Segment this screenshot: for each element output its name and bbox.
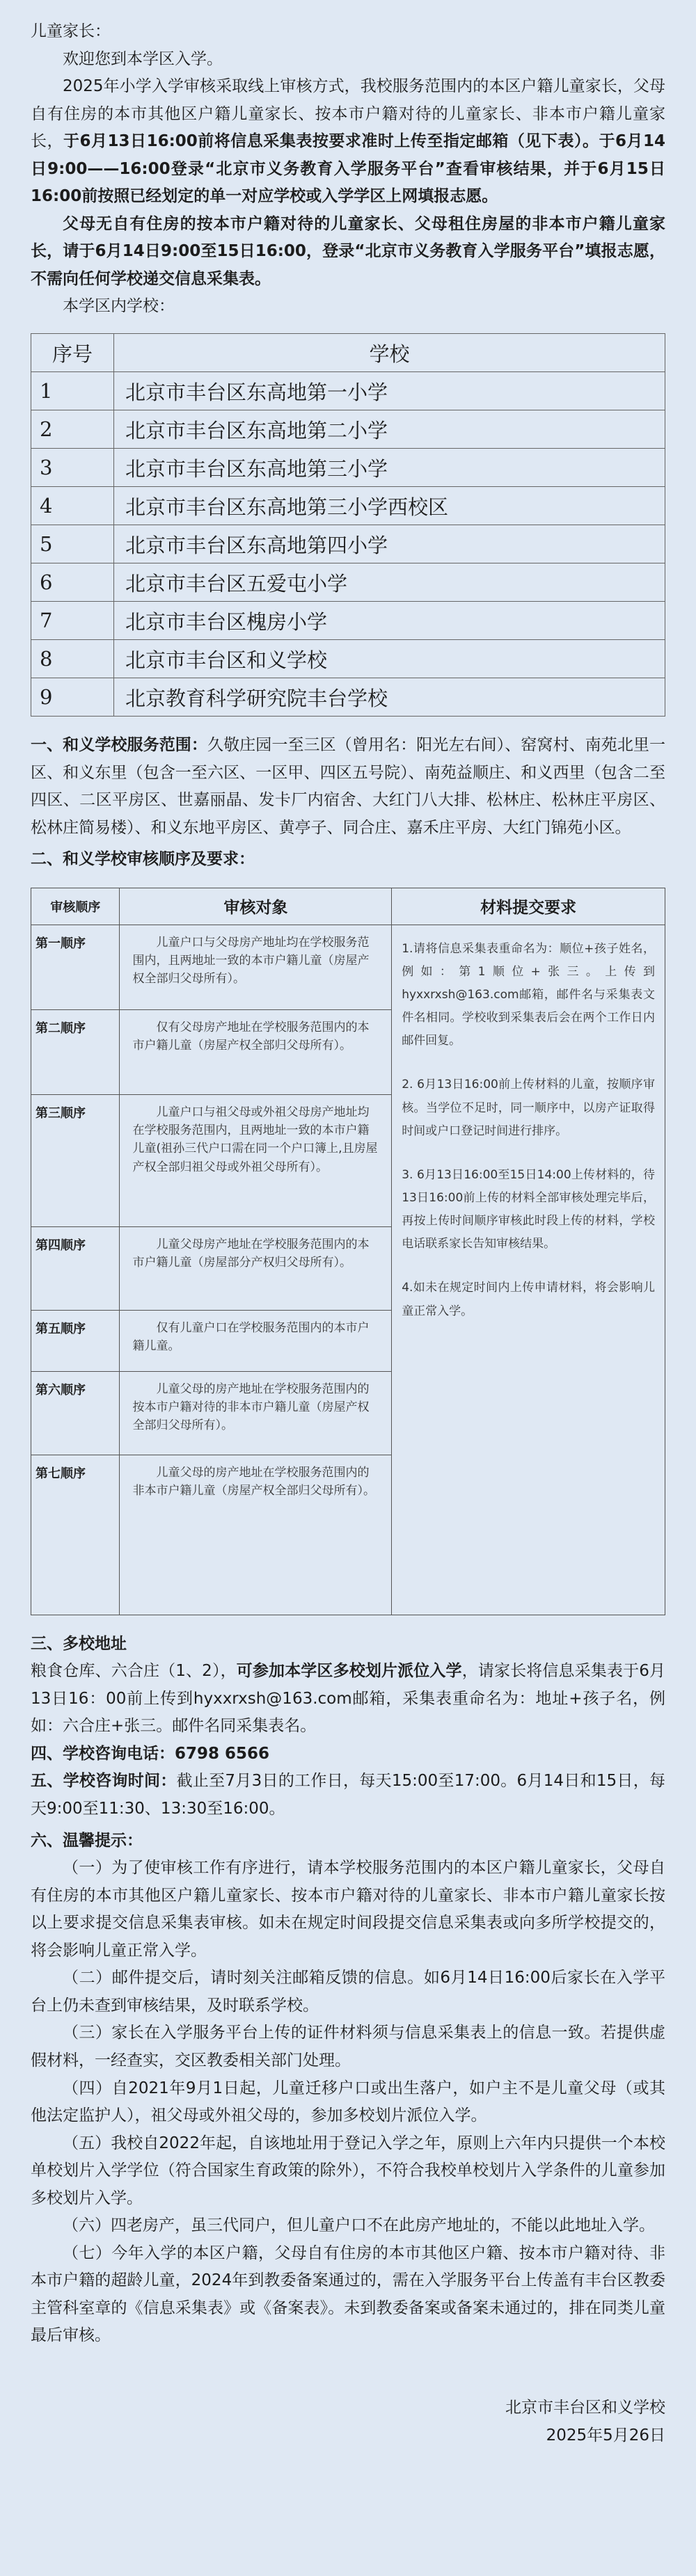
- row-no: 3: [31, 449, 114, 487]
- section-3-text: [31, 1658, 665, 1741]
- tip-item: （三）家长在入学服务平台上传的证件材料须与信息采集表上的信息一致。若提供虚假材料，一经查实，交区教委相关部门处理。: [31, 2024, 665, 2070]
- row-school: 北京市丰台区槐房小学: [114, 602, 665, 640]
- header-school: 学校: [114, 334, 665, 372]
- row-school: 北京市丰台区东高地第四小学: [114, 525, 665, 563]
- schools-intro: 本学区内学校：: [63, 297, 175, 316]
- audit-order: 第六顺序: [31, 1371, 120, 1455]
- material-item: 4.如未在规定时间内上传申请材料，将会影响儿童正常入学。: [402, 1281, 655, 1318]
- school-list-table: [31, 333, 665, 717]
- row-no: 7: [31, 602, 114, 640]
- tip-item: （四）自2021年9月1日起，儿童迁移户口或出生落户，如户主不是儿童父母（或其他法定监护人），祖父母或外祖父母的，参加多校划片派位入学。: [31, 2079, 665, 2125]
- material-requirements: [392, 925, 665, 1615]
- table-row: [31, 602, 665, 640]
- intro-1-bold-text: 于6月13日16:00前将信息采集表按要求准时上传至指定邮箱（见下表）。于6月14日9:00——16:00登录“北京市义务教育入学服务平台”查看审核结果，并于6月15日16:00前按照已经划定的单一对应学校或入学学区上网填报志愿。: [31, 132, 665, 206]
- audit-order: 第三顺序: [31, 1094, 120, 1226]
- audit-object: 儿童户口与祖父母或外祖父母房产地址均在学校服务范围内，且两地址一致的本市户籍儿童(祖孙三代户口需在同一个户口簿上,且房屋产权全部归祖父母或外祖父母所有）。: [120, 1094, 392, 1226]
- row-school: 北京市丰台区东高地第三小学: [114, 449, 665, 487]
- consult-time: 截止至7月3日的工作日，每天15:00至17:00。6月14日和15日，每天9:00至11:30、13:30至16:00。: [31, 1772, 666, 1818]
- intro-1-text: 2025年小学入学审核采取线上审核方式，我校服务范围内的本区户籍儿童家长，父母自有住房的本市其他区户籍儿童家长、按本市户籍对待的儿童家长、非本市户籍儿童家长，: [31, 77, 665, 151]
- table-row: [31, 525, 665, 563]
- row-no: 9: [31, 678, 114, 717]
- signature-school: 北京市丰台区和义学校: [505, 2398, 665, 2417]
- audit-object: 仅有儿童户口在学校服务范围内的本市户籍儿童。: [120, 1310, 392, 1371]
- section-6-title: 六、温馨提示：: [31, 1831, 143, 1850]
- audit-order: 第五顺序: [31, 1310, 120, 1371]
- row-no: 2: [31, 410, 114, 449]
- school-table-header: [31, 334, 665, 372]
- section-5: [31, 1768, 665, 1823]
- table-row: [31, 563, 665, 602]
- section-1: [31, 732, 665, 842]
- section-1-title: 一、和义学校服务范围：: [31, 736, 207, 755]
- section-4-title: 四、学校咨询电话：: [31, 1744, 175, 1763]
- row-school: 北京教育科学研究院丰台学校: [114, 678, 665, 717]
- row-no: 1: [31, 372, 114, 410]
- tip-item: （五）我校自2022年起，自该地址用于登记入学之年，原则上六年内只提供一个本校单校划片入学学位（符合国家生育政策的除外），不符合我校单校划片入学条件的儿童参加多校划片入学。: [31, 2134, 665, 2207]
- welcome-text: 欢迎您到本学区入学。: [63, 49, 223, 68]
- audit-object: 儿童父母的房产地址在学校服务范围内的按本市户籍对待的非本市户籍儿童（房屋产权全部归父母所有）。: [120, 1371, 392, 1455]
- header-no: 序号: [31, 334, 114, 372]
- section-3-title: 三、多校地址: [31, 1634, 127, 1653]
- header-material: 材料提交要求: [392, 888, 665, 925]
- table-row: [31, 449, 665, 487]
- table-row: [31, 372, 665, 410]
- header-order: 审核顺序: [31, 888, 120, 925]
- tip-item: （一）为了使审核工作有序进行，请本学校服务范围内的本区户籍儿童家长，父母自有住房的本市其他区户籍儿童家长、按本市户籍对待的儿童家长、非本市户籍儿童家长按以上要求提交信息采集表审核。如未在规定时间段提交信息采集表或向多所学校提交的，将会影响儿童正常入学。: [31, 1859, 665, 1960]
- row-school: 北京市丰台区东高地第三小学西校区: [114, 487, 665, 525]
- signature-date: 2025年5月26日: [546, 2426, 665, 2445]
- material-item: 3. 6月13日16:00至15日14:00上传材料的，待13日16:00前上传的材料全部审核处理完毕后，再按上传时间顺序审核此时段上传的材料，学校电话联系家长告知审核结果。: [402, 1167, 655, 1251]
- audit-order: 第一顺序: [31, 925, 120, 1009]
- table-row: [31, 410, 665, 449]
- tip-item: （七）今年入学的本区户籍，父母自有住房的本市其他区户籍、按本市户籍对待、非本市户籍的超龄儿童，2024年到教委备案通过的，需在入学服务平台上传盖有丰台区教委主管科室章的《信息采集表》或《备案表》。未到教委备案或备案未通过的，排在同类儿童最后审核。: [31, 2243, 665, 2345]
- signature-block: [31, 2394, 665, 2449]
- tip-item: （二）邮件提交后，请时刻关注邮箱反馈的信息。如6月14日16:00后家长在入学平台上仍未查到审核结果，及时联系学校。: [31, 1969, 665, 2015]
- header-object: 审核对象: [120, 888, 392, 925]
- section-4: [31, 1741, 665, 1768]
- audit-order-table: [31, 888, 665, 1615]
- section-3-text-a: 粮食仓库、六合庄（1、2），: [31, 1662, 237, 1681]
- section-3-bold: 可参加本学区多校划片派位入学: [236, 1662, 462, 1681]
- greeting: 儿童家长：: [31, 22, 111, 40]
- table-row: [31, 678, 665, 717]
- audit-object: 儿童父母房产地址在学校服务范围内的本市户籍儿童（房屋部分产权归父母所有）。: [120, 1226, 392, 1310]
- row-no: 8: [31, 640, 114, 678]
- section-3-text-c: ，请家长将信息采集表于6月13日16：00前上传到hyxxrxsh@163.com邮箱，采集表重命名为：地址+孩子名，例如：六合庄+张三。邮件名同采集表名。: [31, 1662, 665, 1736]
- material-item: 1.请将信息采集表重命名为：顺位+孩子姓名，例如：第1顺位+张三。上传到hyxxrxsh@163.com邮箱，邮件名与采集表文件名相同。学校收到采集表后会在两个工作日内邮件回复。: [402, 941, 655, 1048]
- audit-order: 第七顺序: [31, 1455, 120, 1615]
- table-row: [31, 925, 665, 1009]
- row-school: 北京市丰台区五爱屯小学: [114, 563, 665, 602]
- intro-paragraph-2: 父母无自有住房的按本市户籍对待的儿童家长、父母租住房屋的非本市户籍儿童家长，请于6月14日9:00至15日16:00，登录“北京市义务教育入学服务平台”填报志愿，不需向任何学校递交信息采集表。: [31, 214, 665, 288]
- row-school: 北京市丰台区东高地第一小学: [114, 372, 665, 410]
- school-phone: 6798 6566: [175, 1744, 270, 1763]
- table-row: [31, 487, 665, 525]
- section-1-text: 久敬庄园一至三区（曾用名：阳光左右间）、窑窝村、南苑北里一区、和义东里（包含一至六区、一区甲、四区五号院）、南苑益顺庄、和义西里（包含二至四区、二区平房区、世嘉丽晶、发卡厂内宿舍、大红门八大排、松林庄、松林庄平房区、松林庄简易楼）、和义东地平房区、黄亭子、同合庄、嘉禾庄平房、大红门锦苑小区。: [31, 736, 666, 837]
- section-2-title: 二、和义学校审核顺序及要求：: [31, 850, 255, 869]
- row-no: 4: [31, 487, 114, 525]
- table-row: [31, 640, 665, 678]
- material-item: 2. 6月13日16:00前上传材料的儿童，按顺序审核。当学位不足时，同一顺序中，以房产证取得时间或户口登记时间进行排序。: [402, 1078, 655, 1138]
- row-school: 北京市丰台区和义学校: [114, 640, 665, 678]
- audit-order: 第四顺序: [31, 1226, 120, 1310]
- audit-order: 第二顺序: [31, 1009, 120, 1094]
- row-school: 北京市丰台区东高地第二小学: [114, 410, 665, 449]
- audit-object: 儿童户口与父母房产地址均在学校服务范围内，且两地址一致的本市户籍儿童（房屋产权全部归父母所有）。: [120, 925, 392, 1009]
- row-no: 6: [31, 563, 114, 602]
- audit-object: 儿童父母的房产地址在学校服务范围内的非本市户籍儿童（房屋产权全部归父母所有）。: [120, 1455, 392, 1615]
- section-5-title: 五、学校咨询时间：: [31, 1772, 177, 1791]
- intro-paragraph-1: [31, 73, 665, 211]
- audit-table-header: [31, 888, 665, 925]
- audit-object: 仅有父母房产地址在学校服务范围内的本市户籍儿童（房屋产权全部归父母所有）。: [120, 1009, 392, 1094]
- row-no: 5: [31, 525, 114, 563]
- tip-item: （六）四老房产，虽三代同户，但儿童户口不在此房产地址的，不能以此地址入学。: [63, 2216, 655, 2235]
